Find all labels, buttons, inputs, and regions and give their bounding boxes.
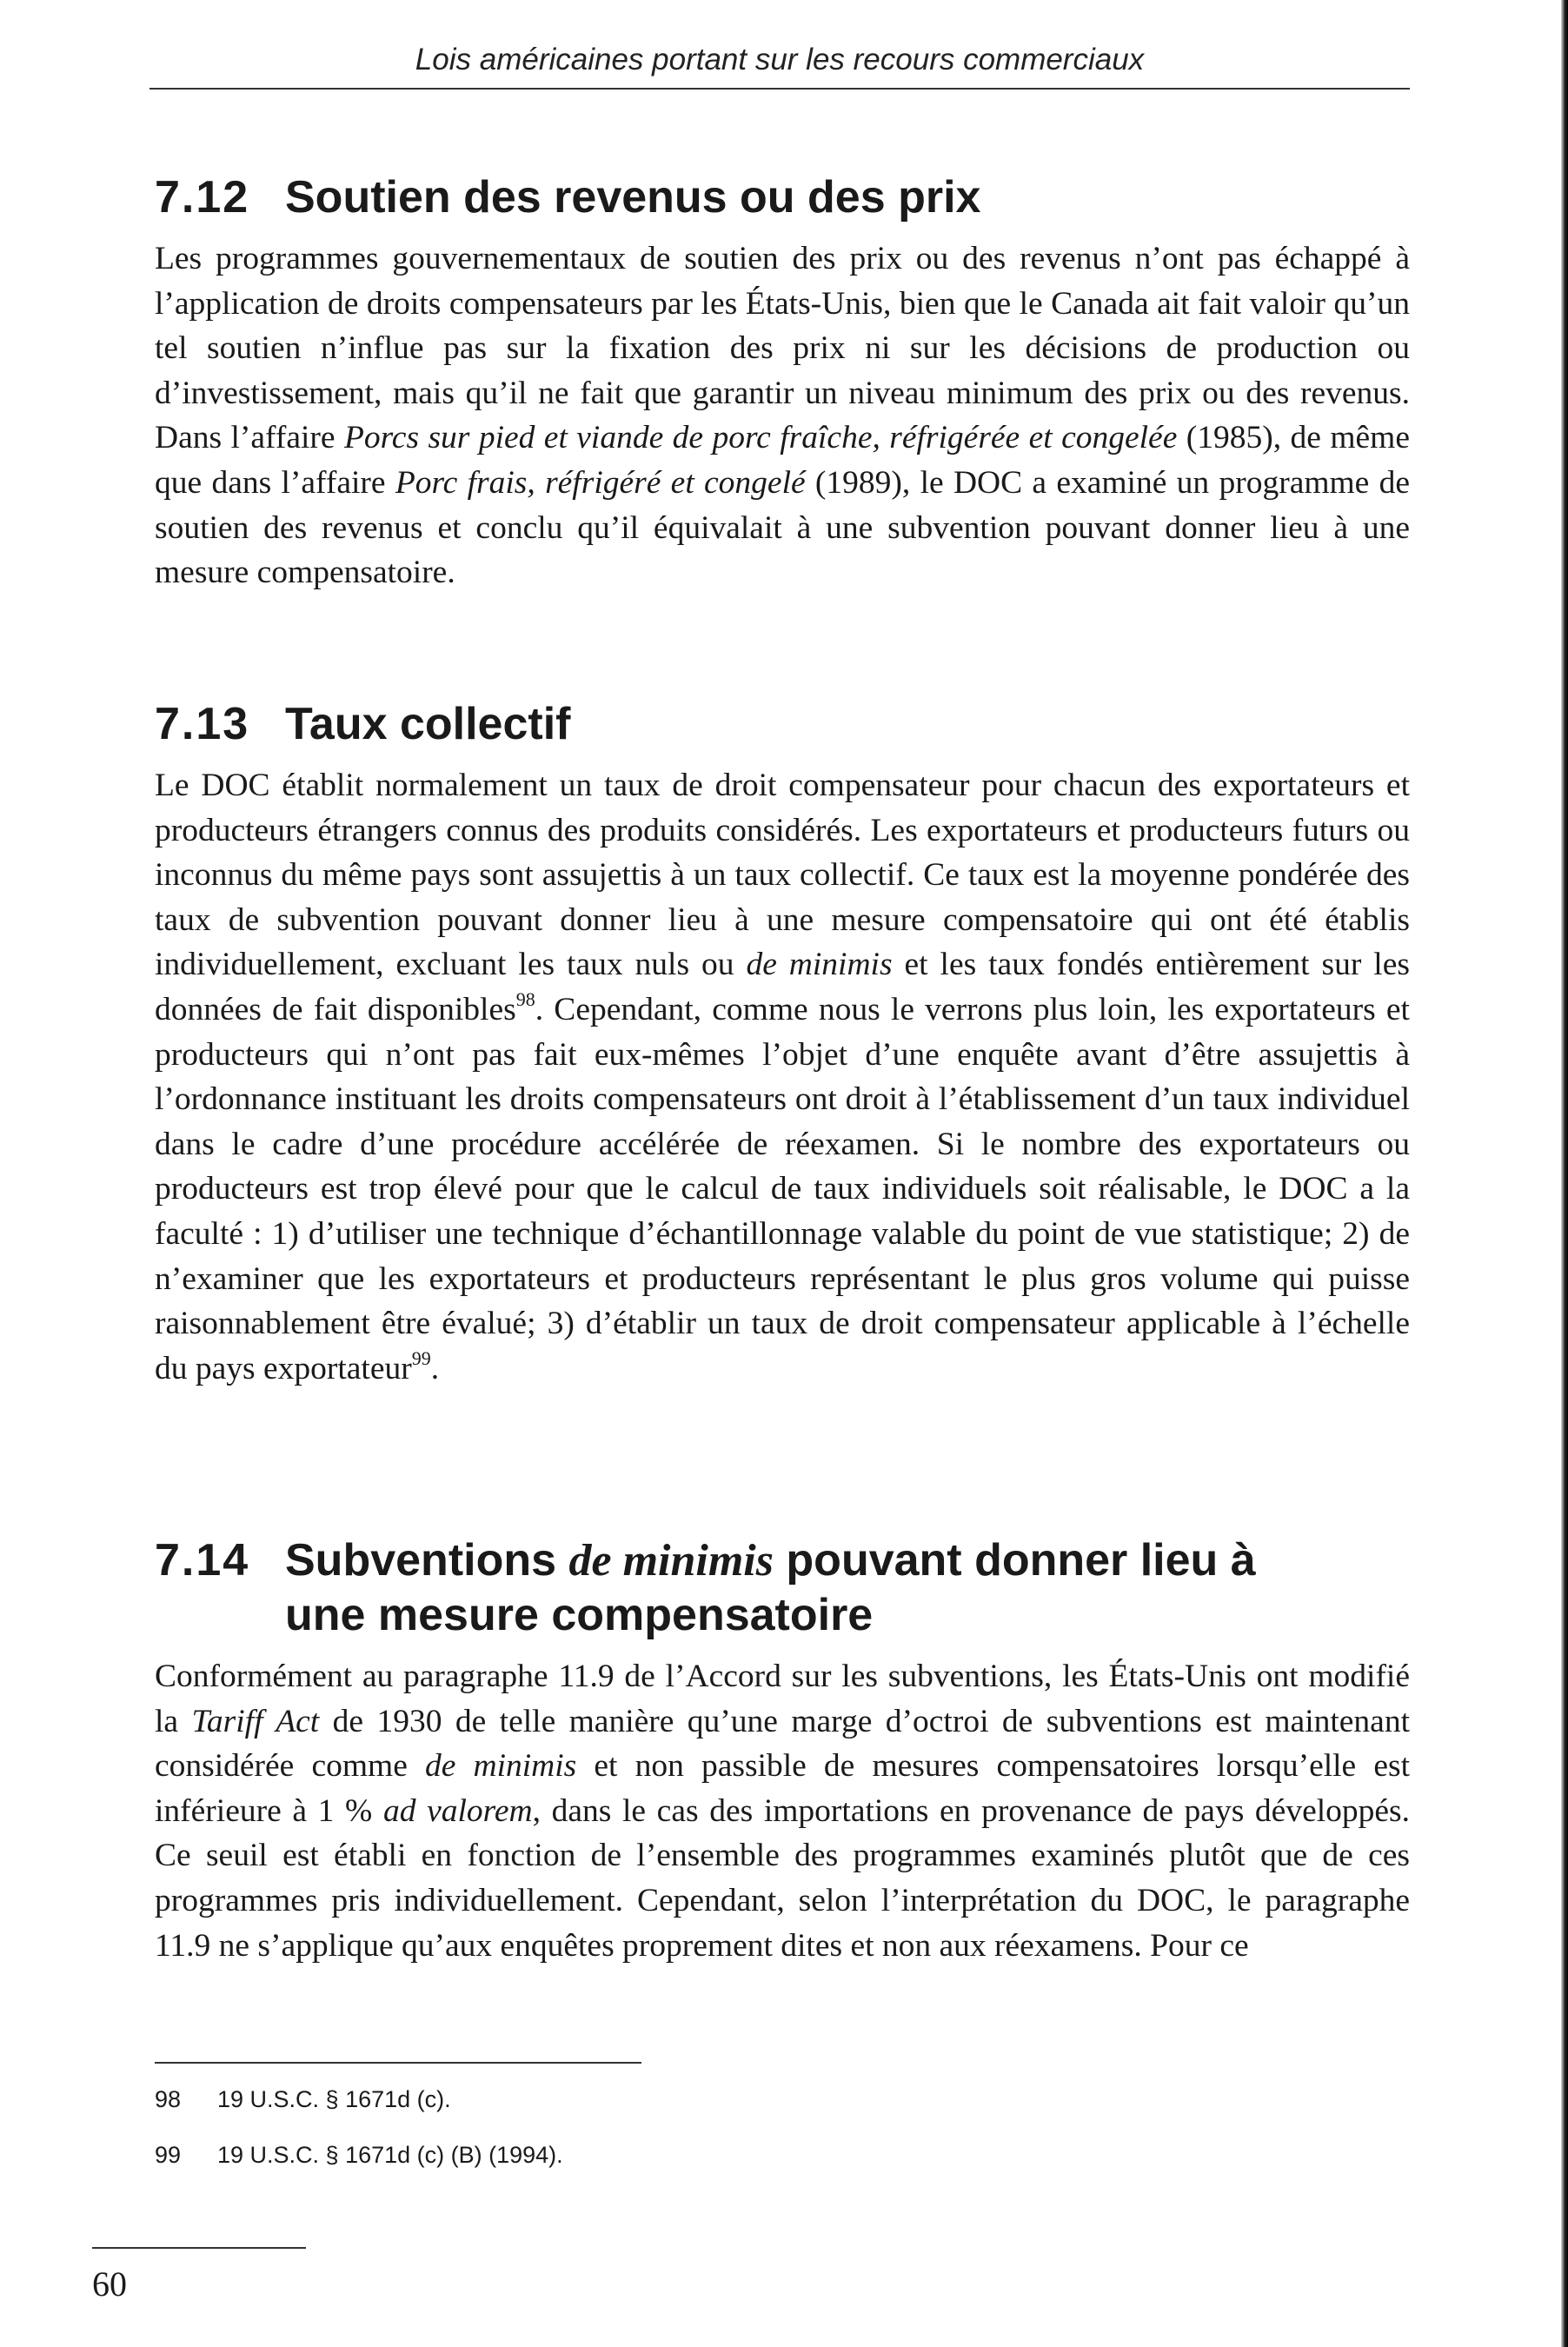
title-run: Subventions bbox=[285, 1535, 569, 1586]
footnote-98 bbox=[155, 2084, 451, 2114]
text-run: et les taux fondés entièrement sur les données de fait disponibles bbox=[155, 947, 1410, 1027]
italic-term: Tariff Act bbox=[191, 1703, 320, 1739]
text-run: . Cependant, comme nous le verrons plus loin, les exportateurs et producteurs qui n’ont pas fait eux-mêmes l’objet d’une enquête avant d’être assujettis à l’ordonnance instituant les droits compensateurs ont droit à l’établissement d’un taux individuel dans le cadre d’une procédure accélérée de réexamen. Si le nombre des exportateurs ou producteurs est trop élevé pour que le calcul de taux individuels soit réalisable, le DOC a la faculté : 1) d’utiliser une technique d’échantillonnage valable du point de vue statistique; 2) de n’examiner que les exportateurs et producteurs représentant le plus gros volume qui puisse raisonnablement être évalué; 3) d’établir un taux de droit compensateur applicable à l’échelle du pays exportateur bbox=[155, 991, 1410, 1386]
section-heading bbox=[155, 170, 1410, 224]
italic-term: de minimis bbox=[424, 1748, 577, 1785]
section-title: Taux collectif bbox=[285, 699, 571, 749]
text-run: de 1930 de telle manière qu’une marge d’octroi de subventions est maintenant considérée comme bbox=[155, 1703, 1410, 1785]
italic-term: ad valorem bbox=[382, 1792, 533, 1829]
section-title: Soutien des revenus ou des prix bbox=[285, 172, 981, 223]
page-number: 60 bbox=[92, 2264, 127, 2304]
case-title: Porcs sur pied et viande de porc fraîche, réfrigérée et congelée bbox=[343, 420, 1178, 456]
footnote-ref[interactable]: 99 bbox=[411, 1347, 431, 1370]
footnote-text: 19 U.S.C. § 1671d (c). bbox=[217, 2086, 451, 2112]
section-title bbox=[285, 1533, 1285, 1642]
footnote-ref[interactable]: 98 bbox=[515, 988, 535, 1011]
section-number: 7.12 bbox=[155, 172, 250, 223]
folio-rule bbox=[92, 2247, 306, 2249]
text-run: . bbox=[430, 1350, 440, 1386]
text-run: (1985), de même que dans l’affaire bbox=[155, 420, 1410, 501]
header-rule bbox=[149, 88, 1410, 90]
text-run: , dans le cas des importations en provenance de pays développés. Ce seuil est établi en fonction de l’ensemble des programmes examinés plutôt que de ces programmes pris individuellement. Cependant, selon l’interprétation du DOC, le paragraphe 11.9 ne s’applique qu’aux enquêtes proprement dites et non aux réexamens. Pour ce bbox=[155, 1792, 1411, 1964]
footnote-number: 99 bbox=[155, 2142, 182, 2168]
text-run: Les programmes gouvernementaux de soutien des prix ou des revenus n’ont pas échappé à l’application de droits compensateurs par les États-Unis, bien que le Canada ait fait valoir qu’un tel soutien n’influe pas sur la fixation des prix ni sur les décisions de production ou d’investissement, mais qu’il ne fait que garantir un niveau minimum des prix ou des revenus. Dans l’affaire bbox=[155, 241, 1410, 456]
section-number: 7.13 bbox=[155, 699, 250, 749]
section-paragraph bbox=[155, 1654, 1410, 1968]
footnote-text: 19 U.S.C. § 1671d (c) (B) (1994). bbox=[217, 2142, 563, 2168]
section-number: 7.14 bbox=[155, 1535, 250, 1586]
section-paragraph bbox=[155, 236, 1410, 595]
running-head: Lois américaines portant sur les recours commerciaux bbox=[415, 43, 1145, 76]
case-title: Porc frais, réfrigéré et congelé bbox=[395, 464, 806, 501]
italic-term: de minimis bbox=[746, 947, 893, 983]
footnote-rule bbox=[155, 2062, 641, 2064]
section-7-14 bbox=[155, 1533, 1410, 1968]
footnote-99 bbox=[155, 2140, 563, 2170]
text-run: Conformément au paragraphe 11.9 de l’Accord sur les subventions, les États-Unis ont modifié la bbox=[155, 1659, 1410, 1739]
section-heading bbox=[155, 1533, 1410, 1642]
text-run: et non passible de mesures compensatoires lorsqu’elle est inférieure à 1 % bbox=[155, 1748, 1410, 1829]
text-run: Le DOC établit normalement un taux de droit compensateur pour chacun des exportateurs et producteurs étrangers connus des produits considérés. Les exportateurs et producteurs futurs ou inconnus du même pays sont assujettis à un taux collectif. Ce taux est la moyenne pondérée des taux de subvention pouvant donner lieu à une mesure compensatoire qui ont été établis individuellement, excluant les taux nuls ou bbox=[155, 768, 1410, 983]
title-italic-run: de minimis bbox=[568, 1536, 774, 1586]
scan-edge bbox=[1561, 0, 1568, 2347]
section-7-12 bbox=[155, 170, 1410, 595]
text-run: (1989), le DOC a examiné un programme de soutien des revenus et conclu qu’il équivalait à une subvention pouvant donner lieu à une mesure compensatoire. bbox=[155, 464, 1411, 591]
section-paragraph bbox=[155, 763, 1410, 1391]
title-run: pouvant donner lieu à une mesure compensatoire bbox=[285, 1535, 1256, 1640]
section-heading bbox=[155, 697, 1410, 751]
footnote-number: 98 bbox=[155, 2086, 182, 2112]
section-7-13 bbox=[155, 697, 1410, 1391]
